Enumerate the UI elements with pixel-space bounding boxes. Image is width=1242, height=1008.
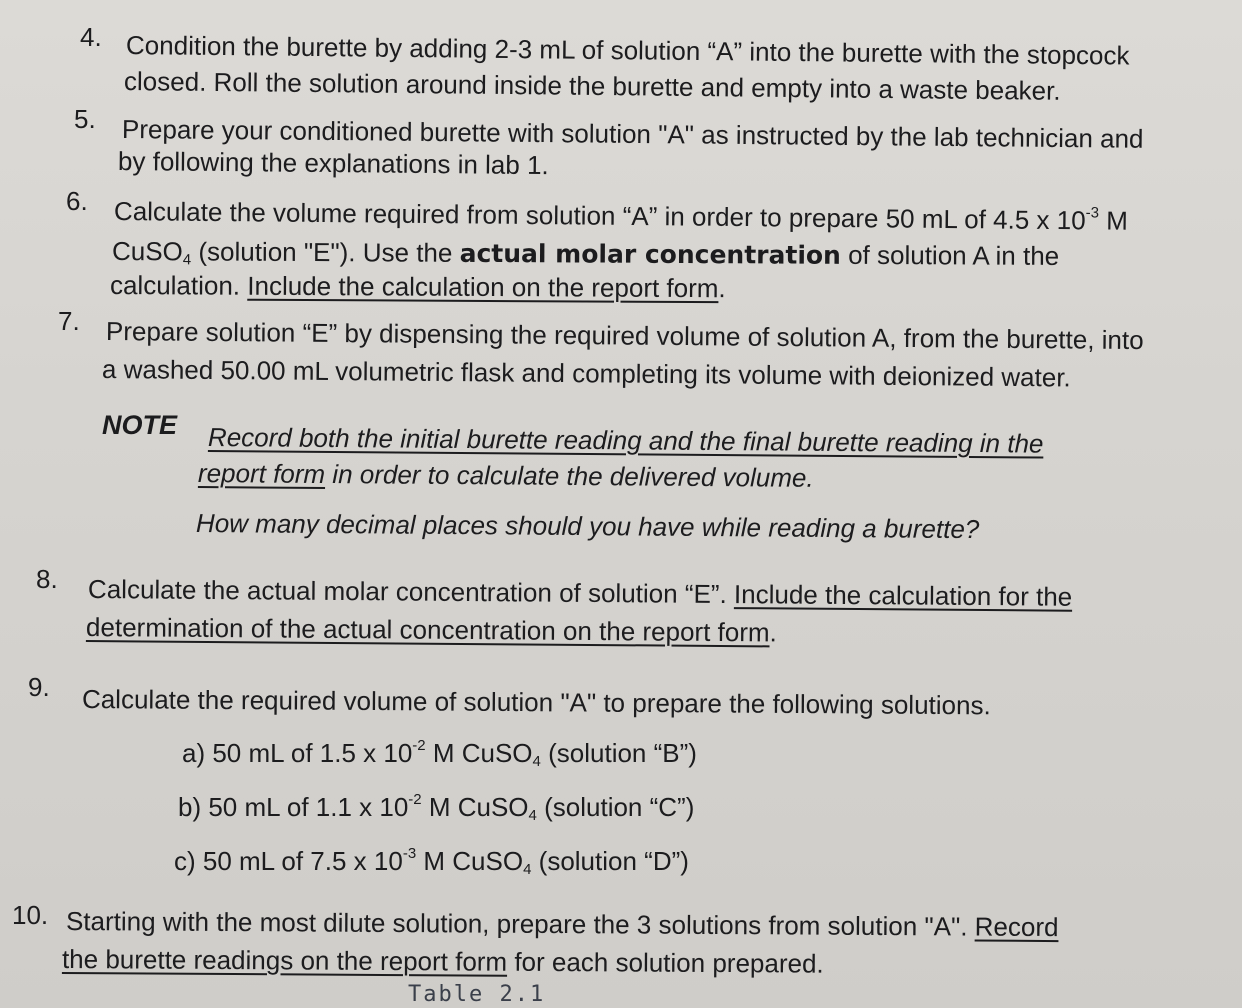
step-text: Prepare solution “E” by dispensing the required volume of solution A, from the burette, into: [105, 316, 1144, 356]
text-segment: .: [769, 617, 777, 648]
text-segment: M CuSO: [421, 792, 529, 822]
step-text: [114, 196, 1128, 237]
subscript: 4: [532, 753, 541, 770]
exponent: -3: [402, 845, 417, 862]
text-segment: .: [718, 273, 726, 304]
step-number: 6.: [66, 186, 88, 216]
step-number: 4.: [80, 22, 102, 52]
text-segment: (solution “B”): [540, 738, 697, 768]
step-text: [86, 612, 777, 648]
step-text: [112, 236, 1059, 272]
text-segment: calculation.: [109, 270, 248, 301]
text-segment: M: [1098, 205, 1128, 236]
handwritten-note: Table 2.1: [408, 982, 546, 1007]
note-text: Record both the initial burette reading and the final burette reading in the: [207, 422, 1044, 459]
step-text: [88, 574, 1072, 613]
text-segment: Starting with the most dilute solution, prepare the 3 solutions from solution "A".: [65, 906, 975, 942]
text-segment: of solution A in the: [840, 239, 1060, 271]
text-segment: in order to calculate the delivered volume.: [325, 458, 814, 493]
text-segment: b) 50 mL of 1.1 x 10: [178, 792, 409, 822]
step-number: 8.: [36, 564, 58, 594]
underlined-phrase: report form: [197, 458, 326, 489]
text-segment: CuSO: [111, 236, 183, 267]
step-text: [62, 944, 824, 980]
text-segment: M CuSO: [425, 738, 533, 768]
step-number: 10.: [12, 900, 49, 930]
underlined-instruction: Record: [974, 911, 1059, 943]
subscript: 4: [523, 861, 532, 878]
note-label: NOTE: [102, 410, 178, 440]
underlined-instruction: Include the calculation for the: [733, 579, 1073, 612]
text-segment: (solution “D”): [531, 846, 689, 876]
text-segment: a) 50 mL of 1.5 x 10: [182, 738, 413, 768]
text-segment: Calculate the actual molar concentration of solution “E”.: [87, 574, 735, 610]
underlined-instruction: Include the calculation on the report form: [247, 270, 719, 304]
sub-item-c: [174, 846, 689, 877]
step-text: a washed 50.00 mL volumetric flask and completing its volume with deionized water.: [101, 354, 1071, 393]
text-segment: c) 50 mL of 7.5 x 10: [174, 846, 403, 876]
text-segment: M CuSO: [416, 846, 524, 876]
step-text: Condition the burette by adding 2-3 mL of solution “A” into the burette with the stopcock: [125, 30, 1130, 71]
step-text: Calculate the required volume of solution "A" to prepare the following solutions.: [81, 684, 991, 721]
step-number: 7.: [58, 306, 80, 336]
exponent: -2: [412, 737, 426, 754]
step-number: 9.: [28, 672, 50, 702]
step-number: 5.: [74, 104, 96, 134]
subscript: 4: [528, 807, 537, 824]
subscript: 4: [182, 251, 192, 269]
step-text: [110, 270, 726, 304]
step-text: [66, 906, 1059, 943]
underlined-instruction: the burette readings on the report form: [61, 944, 508, 977]
underlined-instruction: determination of the actual concentration on the report form: [85, 612, 770, 648]
bold-phrase: actual molar concentration: [459, 238, 841, 270]
exponent: -3: [1085, 204, 1100, 222]
text-segment: for each solution prepared.: [507, 946, 824, 979]
sub-item-a: [182, 738, 697, 769]
sub-item-b: [178, 792, 694, 823]
note-question: How many decimal places should you have while reading a burette?: [195, 508, 980, 545]
text-segment: (solution "E"). Use the: [191, 236, 460, 268]
step-text: Prepare your conditioned burette with solution "A" as instructed by the lab technician and: [121, 114, 1144, 154]
step-text: closed. Roll the solution around inside the burette and empty into a waste beaker.: [123, 66, 1061, 106]
exponent: -2: [408, 791, 422, 808]
text-segment: (solution “C”): [536, 792, 695, 822]
text-segment: Calculate the volume required from solution “A” in order to prepare 50 mL of 4.5 x 10: [113, 196, 1086, 236]
note-text: [198, 458, 814, 494]
step-text: by following the explanations in lab 1.: [117, 146, 549, 181]
